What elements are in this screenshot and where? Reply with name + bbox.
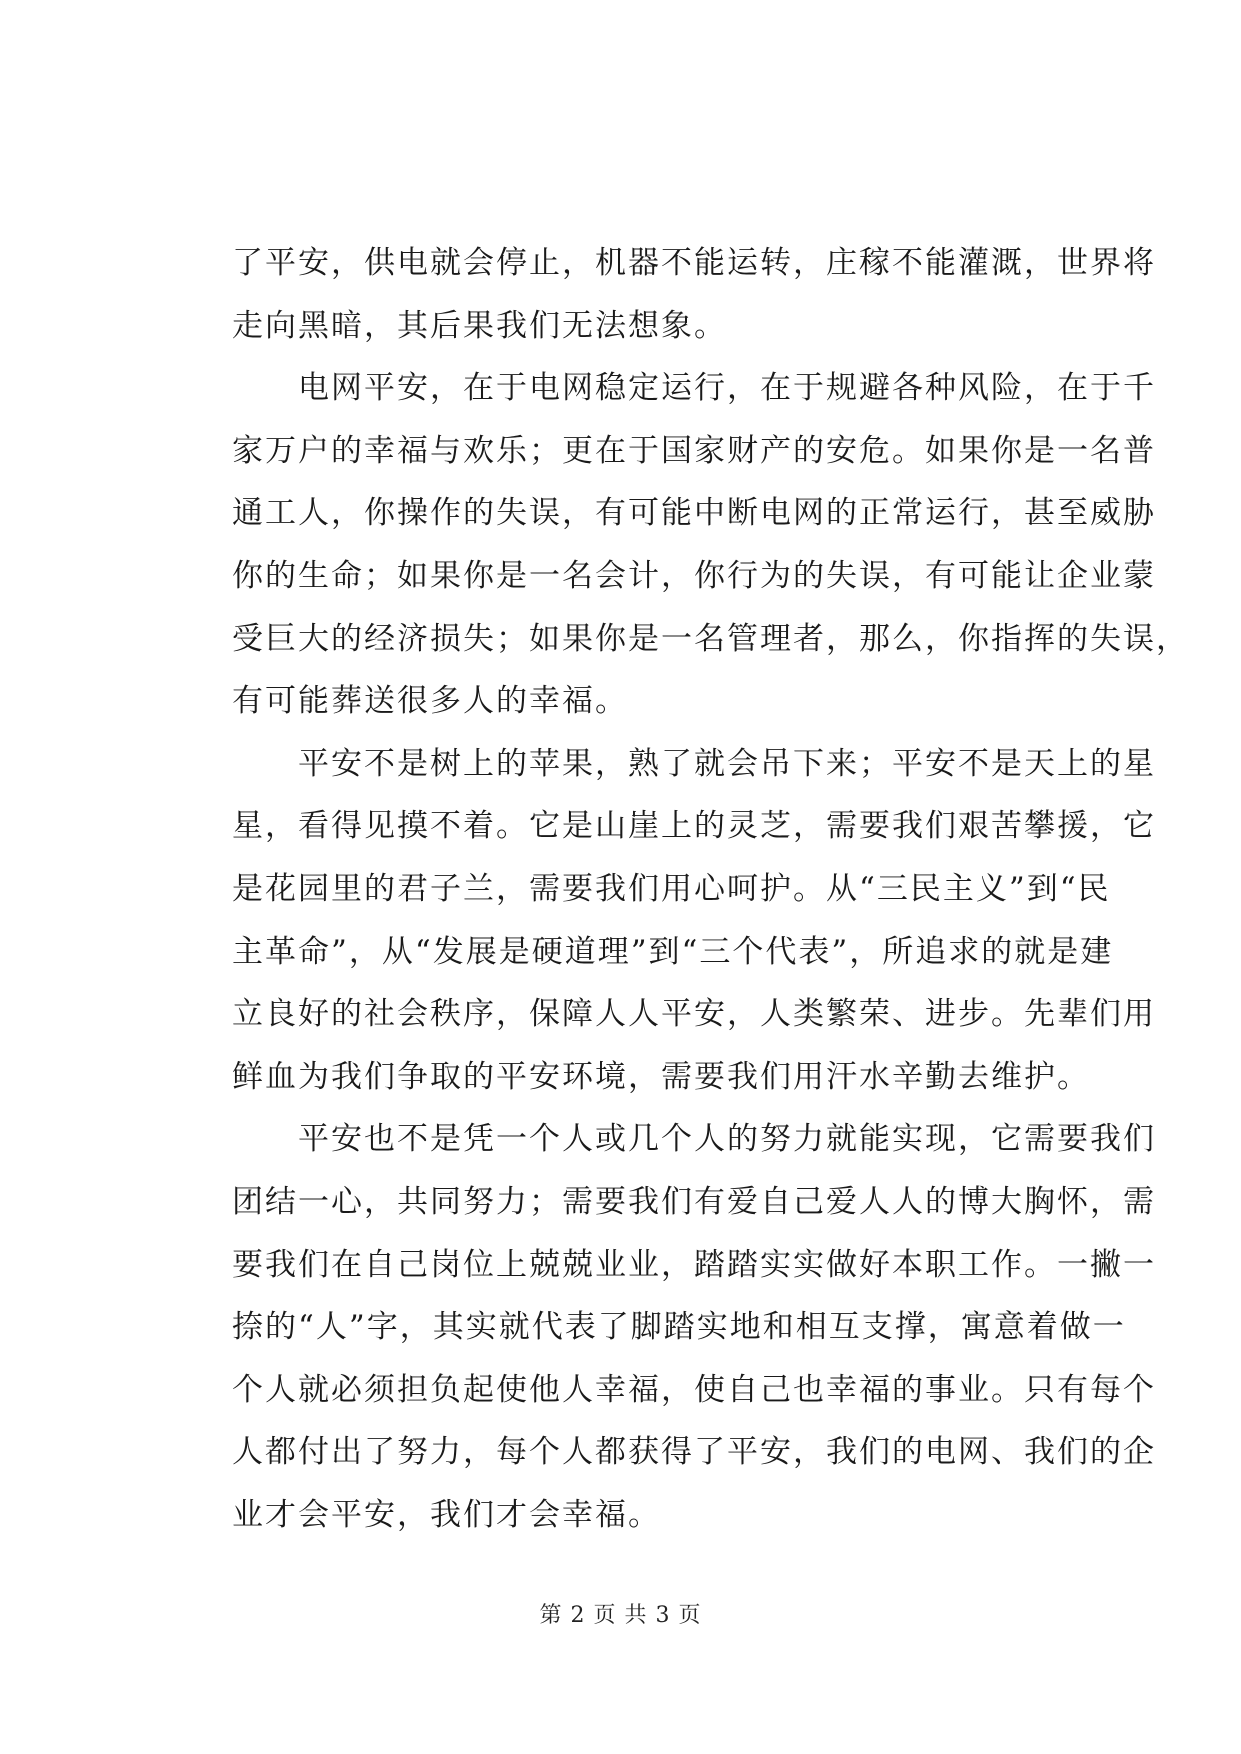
text-line: 电网平安，在于电网稳定运行，在于规避各种风险，在于千 — [232, 370, 1156, 407]
text-line: 个人就必须担负起使他人幸福，使自己也幸福的事业。只有每个 — [232, 1371, 1156, 1408]
text-line: 是花园里的君子兰，需要我们用心呵护。从“三民主义”到“民 — [232, 870, 1111, 907]
text-line: 你的生命；如果你是一名会计，你行为的失误，有可能让企业蒙 — [232, 557, 1156, 594]
body-text — [232, 232, 1189, 1546]
text-line: 团结一心，共同努力；需要我们有爱自己爱人人的博大胸怀，需 — [232, 1183, 1156, 1220]
text-line: 星，看得见摸不着。它是山崖上的灵芝，需要我们艰苦攀援，它 — [232, 808, 1156, 845]
text-line: 人都付出了努力，每个人都获得了平安，我们的电网、我们的企 — [232, 1434, 1156, 1471]
text-line: 受巨大的经济损失；如果你是一名管理者，那么，你指挥的失误， — [232, 620, 1189, 657]
text-line: 捺的“人”字，其实就代表了脚踏实地和相互支撑，寓意着做一 — [232, 1309, 1126, 1346]
text-line: 走向黑暗，其后果我们无法想象。 — [232, 307, 727, 344]
text-line: 平安不是树上的苹果，熟了就会吊下来；平安不是天上的星 — [232, 745, 1156, 782]
page-number-label: 第 2 页 共 3 页 — [539, 1603, 702, 1628]
text-line: 家万户的幸福与欢乐；更在于国家财产的安危。如果你是一名普 — [232, 432, 1156, 469]
text-line: 鲜血为我们争取的平安环境，需要我们用汗水辛勤去维护。 — [232, 1058, 1090, 1095]
page-footer — [0, 1598, 1241, 1629]
text-line: 通工人，你操作的失误，有可能中断电网的正常运行，甚至威胁 — [232, 495, 1156, 532]
text-line: 立良好的社会秩序，保障人人平安，人类繁荣、进步。先辈们用 — [232, 996, 1156, 1033]
text-line: 了平安，供电就会停止，机器不能运转，庄稼不能灌溉，世界将 — [232, 245, 1156, 281]
text-line: 要我们在自己岗位上兢兢业业，踏踏实实做好本职工作。一撇一 — [232, 1246, 1156, 1283]
text-line: 平安也不是凭一个人或几个人的努力就能实现，它需要我们 — [232, 1121, 1156, 1158]
text-line: 主革命”，从“发展是硬道理”到“三个代表”，所追求的就是建 — [232, 933, 1114, 970]
text-line: 有可能葬送很多人的幸福。 — [232, 683, 628, 720]
text-line: 业才会平安，我们才会幸福。 — [232, 1496, 661, 1533]
